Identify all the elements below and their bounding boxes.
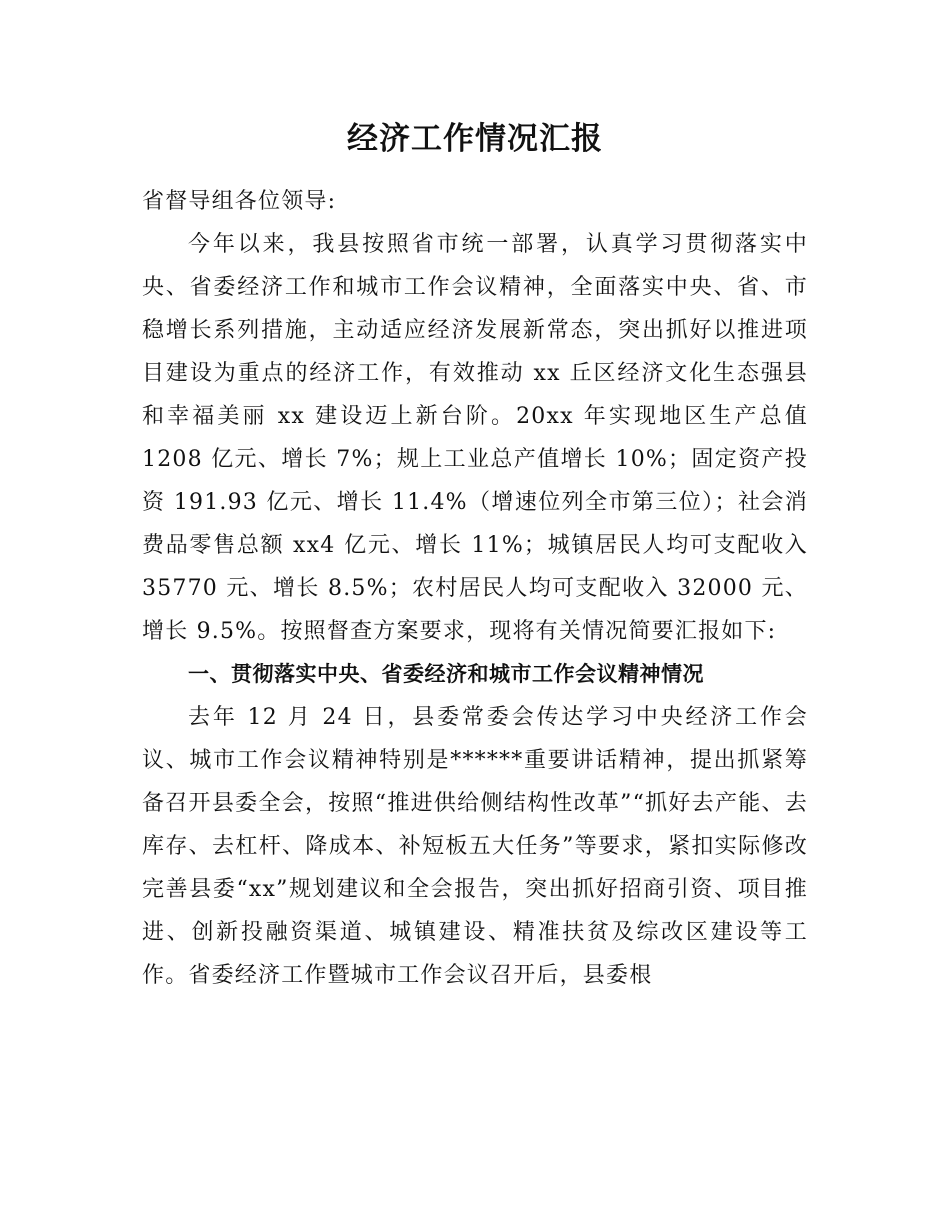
section-paragraph-1: 去年 12 月 24 日，县委常委会传达学习中央经济工作会议、城市工作会议精神特别是******重要讲话精神，提出抓紧筹备召开县委全会，按照“推进供给侧结构性改革”“抓好去产能、去库存、去杠杆、降成本、补短板五大任务”等要求，紧扣实际修改完善县委“xx”规划建议和全会报告，突出抓好招商引资、项目推进、创新投融资渠道、城镇建设、精准扶贫及综改区建设等工作。省委经济工作暨城市工作会议召开后，县委根 [142, 705, 808, 988]
intro-paragraph: 今年以来，我县按照省市统一部署，认真学习贯彻落实中央、省委经济工作和城市工作会议精神，全面落实中央、省、市稳增长系列措施，主动适应经济发展新常态，突出抓好以推进项目建设为重点的经济工作，有效推动 xx 丘区经济文化生态强县和幸福美丽 xx 建设迈上新台阶。20xx 年实现地区生产总值 1208 亿元、增长 7%；规上工业总产值增长 10%；固定资产投资 191.93 亿元、增长 11.4%（增速位列全市第三位）；社会消费品零售总额 xx4 亿元、增长 11%；城镇居民人均可支配收入 35770 元、增长 8.5%；农村居民人均可支配收入 32000 元、增长 9.5%。按照督查方案要求，现将有关情况简要汇报如下: [142, 232, 808, 644]
document-title: 经济工作情况汇报 [347, 121, 603, 157]
salutation: 省督导组各位领导: [142, 189, 337, 214]
section-heading-1: 一、贯彻落实中央、省委经济和城市工作会议精神情况 [188, 662, 704, 686]
document-body [142, 180, 808, 997]
